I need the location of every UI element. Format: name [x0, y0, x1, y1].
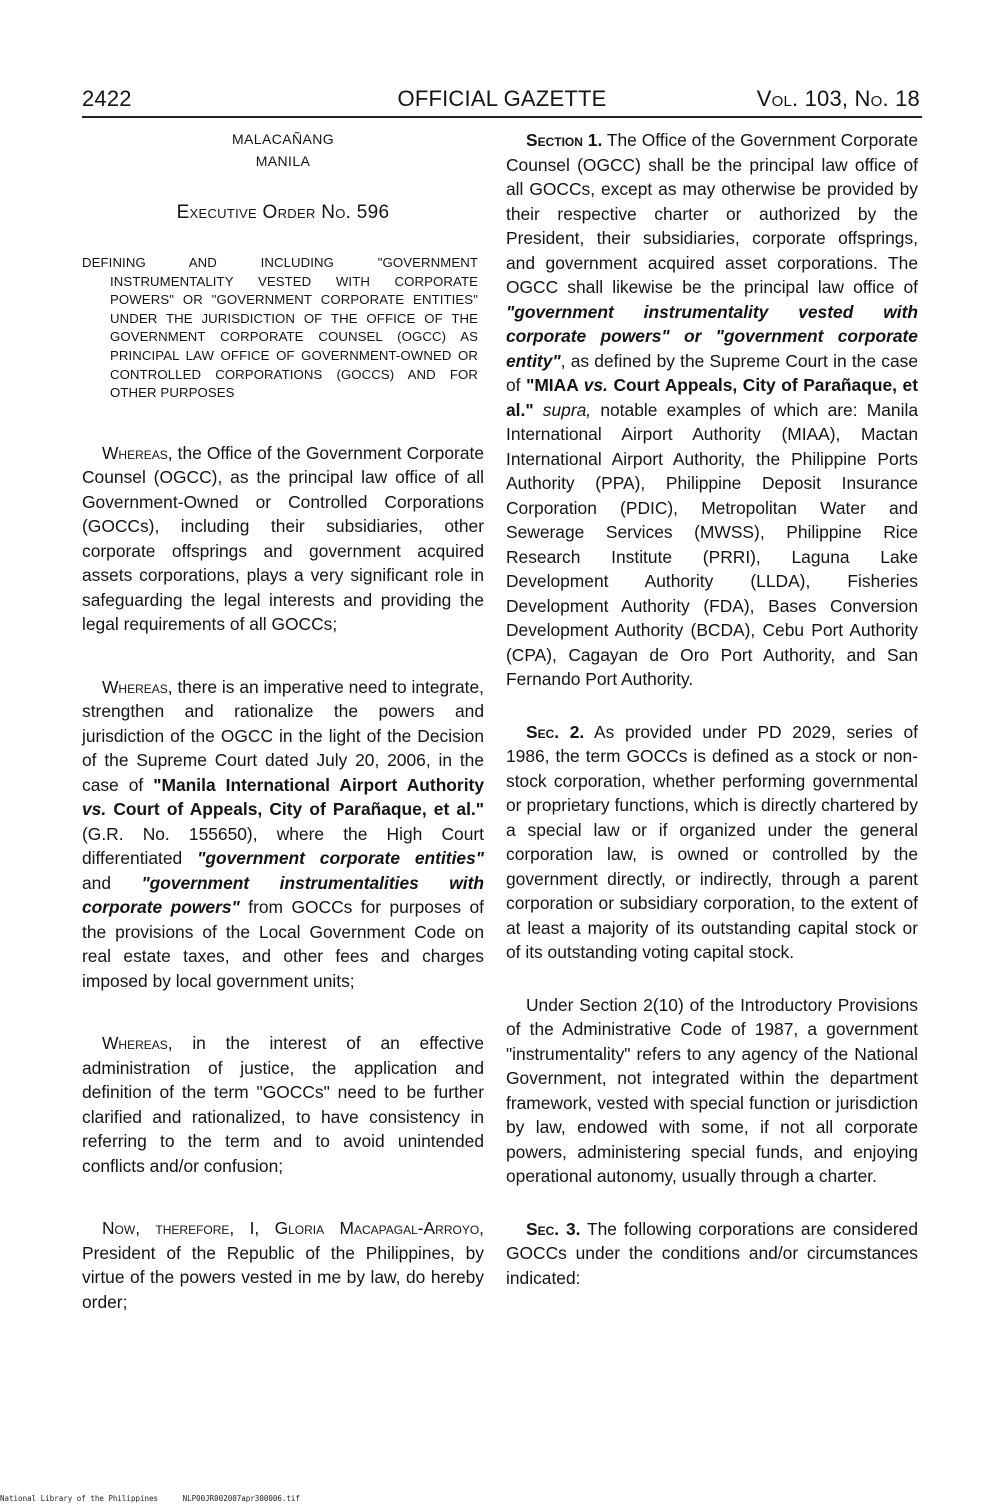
- section-2-continued: Under Section 2(10) of the Introductory Provisions of the Administrative Code of 1987, a government "instrumentality" refers to any agency of the National Government, not integrated within the department framework, vested with special function or jurisdiction by law, endowed with some, if not all corporate powers, administering special funds, and enjoying operational autonomy, usually through a charter.: [506, 994, 918, 1186]
- term-entities: "government corporate entities": [197, 848, 484, 869]
- right-column: [506, 128, 918, 1290]
- whereas-paragraph-1: Whereas, the Office of the Government Corporate Counsel (OGCC), as the principal law office of all Government-Owned or Controlled Corporations (GOCCs), including their subsidiaries, other corporate offsprings and government acquired assets corporations, plays a very significant role in safeguarding the legal interests and providing the legal requirements of all GOCCs;: [82, 442, 484, 635]
- case-citation: "Manila International Airport Authority vs. Court of Appeals, City of Parañaque, et al.": [82, 774, 484, 820]
- section-1: Section 1. The Office of the Government Corporate Counsel (OGCC) shall be the principal law office of all GOCCs, except as may otherwise be provided by their respective charter or authorized by the President, their subsidiaries, corporate offsprings, and government acquired asset corporations. The OGCC shall likewise be the principal law office of "government instrumentality vested with corporate powers" or "government corporate entity", as defined by the Supreme Court in the case of "MIAA vs. Court Appeals, City of Parañaque, et al." supra, notable examples of which are: Manila International Airport Authority (MIAA), Mactan International Airport Authority, the Philippine Ports Authority (PPA), Philippine Deposit Insurance Corporation (PDIC), Metropolitan Water and Sewerage Services (MWSS), Philippine Rice Research Institute (PRRI), Laguna Lake Development Authority (LLDA), Fisheries Development Authority (FDA), Bases Conversion Development Authority (BCDA), Cebu Port Authority (CPA), Cagayan de Oro Port Authority, and San Fernando Port Authority.: [506, 130, 918, 689]
- left-column: [82, 128, 484, 1314]
- case-citation-miaa: "MIAA vs. Court Appeals, City of Parañaque, et al.": [506, 375, 918, 420]
- page-number: 2422: [82, 86, 132, 111]
- place-malacanang: MALACAÑANG: [231, 131, 335, 147]
- whereas-paragraph-3: Whereas, in the interest of an effective administration of justice, the application and definition of the term "GOCCs" need to be further clarified and rationalized, to have consistency in referring to the term and to avoid unintended conflicts and/or confusion;: [82, 1033, 484, 1176]
- publication-title: OFFICIAL GAZETTE: [397, 86, 607, 111]
- executive-order-subject: DEFINING AND INCLUDING "GOVERNMENT INSTRUMENTALITY VESTED WITH CORPORATE POWERS" OR "GOVERNMENT CORPORATE ENTITIES" UNDER THE JURISDICTION OF THE OFFICE OF THE GOVERNMENT CORPORATE COUNSEL (OGCC) AS PRINCIPAL LAW OFFICE OF GOVERNMENT-OWNED OR CONTROLLED CORPORATIONS (GOCCS) AND FOR OTHER PURPOSES: [82, 255, 478, 401]
- place-manila: MANILA: [255, 153, 311, 169]
- term-instrumentality: "government instrumentality vested with corporate powers": [506, 301, 918, 346]
- now-therefore-paragraph: Now, therefore, I, Gloria Macapagal-Arroyo, President of the Republic of the Philippines, by virtue of the powers vested in me by law, do hereby order;: [82, 1218, 484, 1312]
- term-entity: "government corporate entity": [506, 326, 918, 371]
- section-2: Sec. 2. As provided under PD 2029, series of 1986, the term GOCCs is defined as a stock or non-stock corporation, whether performing governmental or proprietary functions, which is directly chartered by a special law or if organized under the general corporation law, is owned or controlled by the government directly, or indirectly, through a parent corporation or subsidiary corporation, to the extent of at least a majority of its outstanding capital stock or of its outstanding voting capital stock.: [506, 721, 919, 962]
- scan-footer: [0, 1494, 300, 1503]
- library-credit: National Library of the Philippines: [0, 1494, 159, 1503]
- term-instrumentalities: "government instrumentalities with corporate powers": [82, 872, 484, 918]
- scan-filename: NLP00JR002007apr300006.tif: [182, 1494, 300, 1503]
- volume-number: Vol. 103, No. 18: [756, 86, 920, 111]
- executive-order-title: Executive Order No. 596: [176, 202, 390, 223]
- page-header: [82, 82, 922, 118]
- whereas-paragraph-2: Whereas, there is an imperative need to integrate, strengthen and rationalize the powers and jurisdiction of the OGCC in the light of the Decision of the Supreme Court dated July 20, 2006, in the case of "Manila International Airport Authority vs. Court of Appeals, City of Parañaque, et al." (G.R. No. 155650), where the High Court differentiated "government corporate entities" and "government instrumentalities with corporate powers" from GOCCs for purposes of the provisions of the Local Government Code on real estate taxes, and other fees and charges imposed by local government units;: [82, 676, 484, 991]
- section-3: Sec. 3. The following corporations are considered GOCCs under the conditions and/or circumstances indicated:: [506, 1218, 919, 1288]
